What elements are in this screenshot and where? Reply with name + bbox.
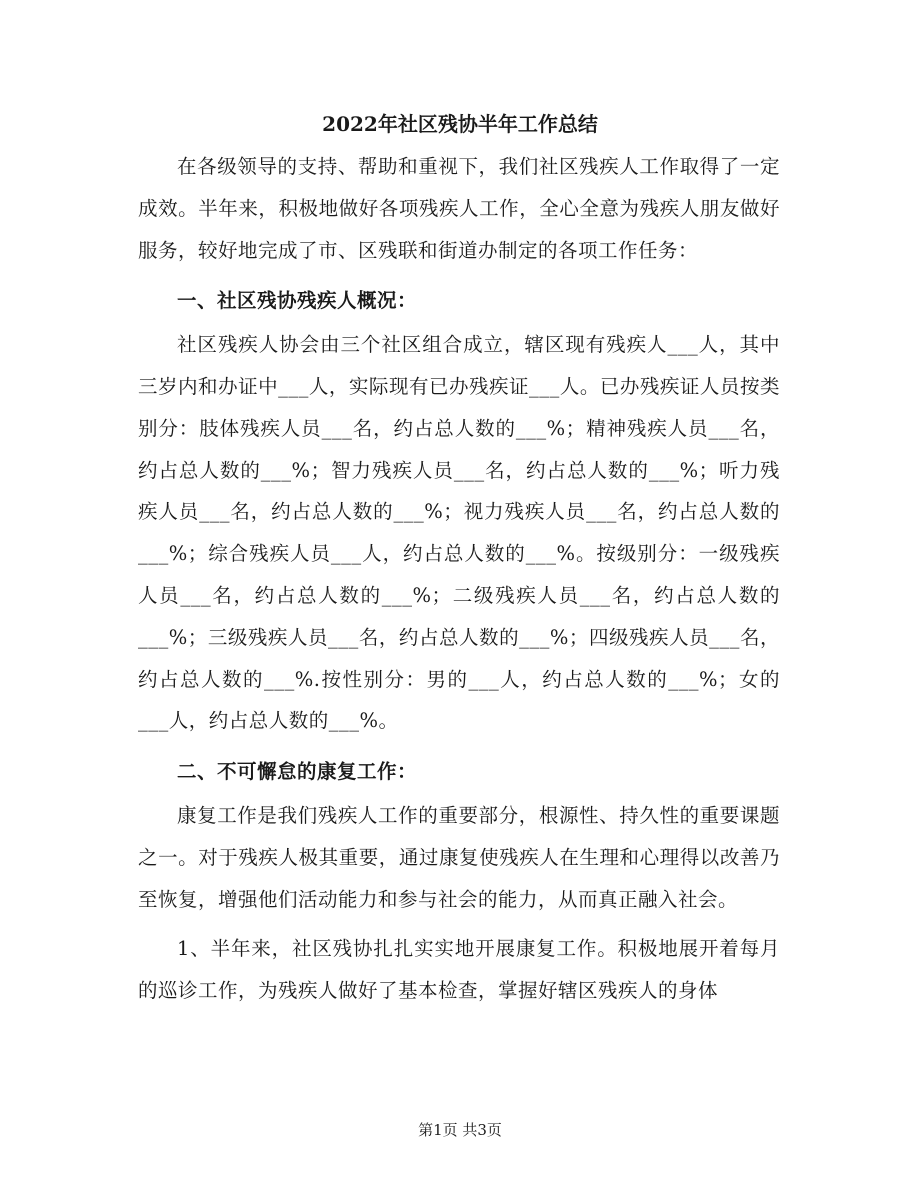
section-heading-rehabilitation: 二、不可懈怠的康复工作： [177, 760, 418, 784]
document-body [138, 146, 780, 1012]
document-title: 2022年社区残协半年工作总结 [322, 112, 598, 136]
page-footer: 第1页 共3页 [418, 1121, 502, 1139]
paragraph-rehabilitation-item-1: 1、半年来，社区残协扎扎实实地开展康复工作。积极地展开着每月的巡诊工作，为残疾人做好了基本检查，掌握好辖区残疾人的身体 [138, 937, 780, 1003]
paragraph-intro: 在各级领导的支持、帮助和重视下，我们社区残疾人工作取得了一定成效。半年来，积极地做好各项残疾人工作，全心全意为残疾人朋友做好服务，较好地完成了市、区残联和街道办制定的各项工作任务： [138, 155, 780, 262]
paragraph-rehabilitation: 康复工作是我们残疾人工作的重要部分，根源性、持久性的重要课题之一。对于残疾人极其重要，通过康复使残疾人在生理和心理得以改善乃至恢复，增强他们活动能力和参与社会的能力，从而真正融入社会。 [138, 803, 780, 911]
section-heading-overview: 一、社区残协残疾人概况： [177, 289, 418, 313]
paragraph-overview: 社区残疾人协会由三个社区组合成立，辖区现有残疾人___人，其中三岁内和办证中___人，实际现有已办残疾证___人。已办残疾证人员按类别分：肢体残疾人员___名，约占总人数的___%；精神残疾人员___名，约占总人数的___%；智力残疾人员___名，约占总人数的___%；听力残疾人员___名，约占总人数的___%；视力残疾人员___名，约占总人数的___%；综合残疾人员___人，约占总人数的___%。按级别分：一级残疾人员___名，约占总人数的___%；二级残疾人员___名，约占总人数的___%；三级残疾人员___名，约占总人数的___%；四级残疾人员___名，约占总人数的___%.按性别分：男的___人，约占总人数的___%；女的___人，约占总人数的___%。 [138, 333, 780, 733]
